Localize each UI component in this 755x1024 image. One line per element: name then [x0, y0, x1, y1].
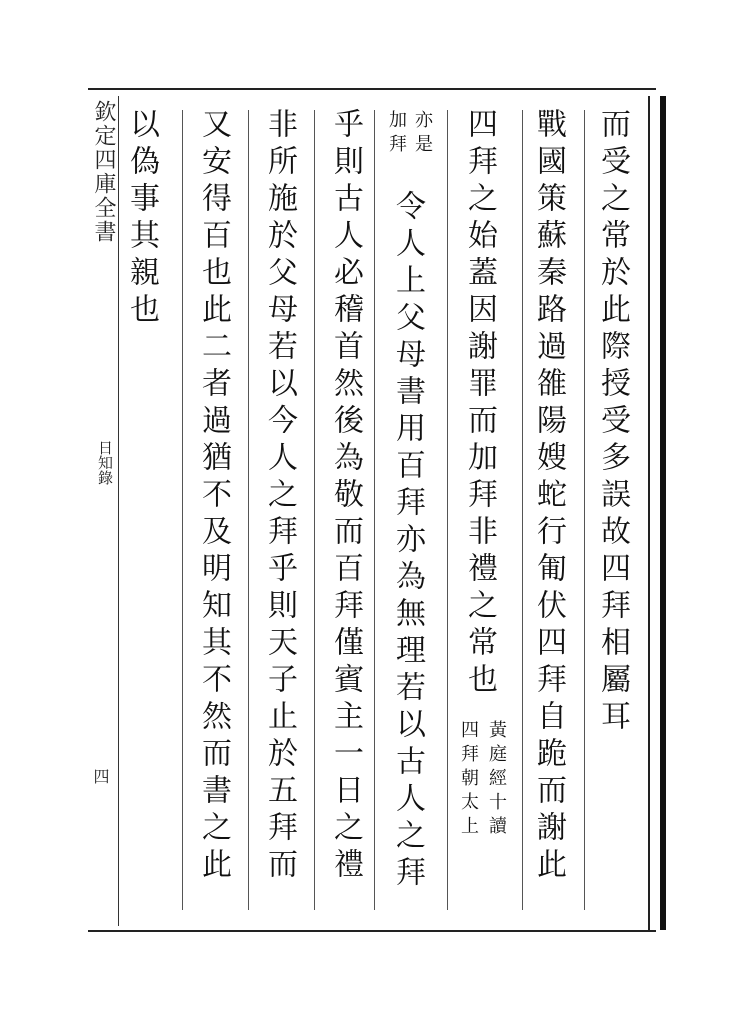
annotation-line: 亦是	[412, 110, 433, 158]
spine-title: 欽定四庫全書	[91, 100, 116, 244]
text-column-1: 而受之常於此際授受多誤故四拜相屬耳	[595, 108, 630, 737]
annotation-line: 四拜朝太上	[458, 720, 479, 840]
column-rule	[584, 110, 585, 910]
text-column-4: 令人上父母書用百拜亦為無理若以古人之拜	[390, 190, 425, 893]
text-column-5: 乎則古人必稽首然後為敬而百拜僅賓主一日之禮	[328, 108, 363, 885]
text-column-7: 又安得百也此二者過猶不及明知其不然而書之此	[196, 108, 231, 885]
column-rule	[447, 110, 448, 910]
annotation-line: 黃庭經十讀	[486, 720, 507, 840]
text-column-3: 四拜之始蓋因謝罪而加拜非禮之常也	[462, 108, 497, 700]
spine-page-number: 四	[91, 768, 110, 784]
text-column-8: 以偽事其親也	[124, 108, 159, 330]
column-rule	[182, 110, 183, 910]
page-frame	[88, 88, 656, 932]
annotation-line: 加拜	[386, 110, 407, 158]
text-column-2: 戰國策蘇秦路過雒陽嫂蛇行匍伏四拜自跪而謝此	[531, 108, 566, 885]
column-rule	[248, 110, 249, 910]
column-rule	[314, 110, 315, 910]
text-column-6: 非所施於父母若以今人之拜乎則天子止於五拜而	[262, 108, 297, 885]
column-rule	[374, 110, 375, 910]
right-border-rule	[648, 96, 666, 930]
spine-book-title: 日知錄	[96, 440, 114, 485]
column-rule	[522, 110, 523, 910]
